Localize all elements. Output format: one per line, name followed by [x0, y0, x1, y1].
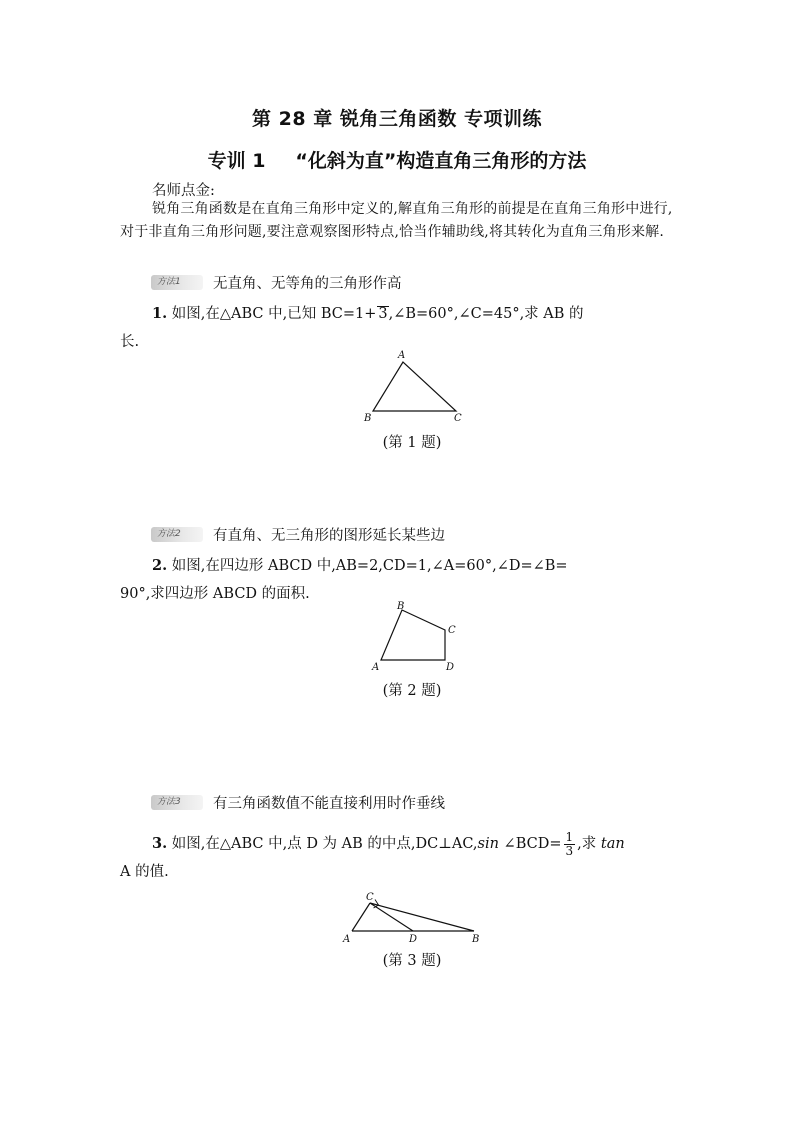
segment-ac [352, 903, 370, 931]
question-3-text-b: ∠BCD= [498, 836, 562, 852]
figure-2-quadrilateral [366, 600, 466, 674]
label-a: A [398, 350, 406, 361]
segment-cd [370, 903, 413, 931]
label-d: D [446, 662, 455, 673]
question-2-text-b: 90°,求四边形 ABCD 的面积. [120, 586, 310, 602]
method-2-badge: 方法2 [151, 527, 203, 542]
method-3-badge: 方法3 [151, 795, 203, 810]
figure-1-triangle [360, 348, 470, 428]
label-d: D [409, 934, 418, 945]
figure-3-caption: (第 3 题) [382, 953, 442, 969]
figure-3-triangle [340, 890, 490, 946]
question-3-number: 3. [152, 835, 168, 852]
sin-symbol: sin [477, 836, 499, 852]
tan-symbol: tan [600, 836, 625, 852]
question-2-number: 2. [152, 557, 168, 574]
label-c: C [366, 892, 374, 903]
fraction-one-third [564, 831, 576, 858]
method-1-text: 无直角、无等角的三角形作高 [213, 275, 402, 292]
question-3-text-a: 如图,在△ABC 中,点 D 为 AB 的中点,DC⊥AC, [171, 836, 478, 852]
section-number: 专训 1 [207, 150, 266, 172]
question-1-number: 1. [152, 305, 168, 322]
question-2-text-a: 如图,在四边形 ABCD 中,AB=2,CD=1,∠A=60°,∠D=∠B= [171, 558, 568, 574]
section-title [0, 146, 794, 173]
method-3-header [151, 792, 445, 812]
quadrilateral-abcd [381, 610, 445, 660]
label-b: B [397, 601, 405, 612]
triangle-abc [373, 362, 456, 411]
fraction-denominator: 3 [565, 843, 574, 858]
question-1-text-c: 长. [120, 334, 140, 350]
method-1-header [151, 272, 402, 292]
section-heading: “化斜为直”构造直角三角形的方法 [295, 150, 587, 172]
method-3-text: 有三角函数值不能直接利用时作垂线 [213, 795, 445, 812]
method-2-header [151, 524, 445, 544]
question-3-text-c: ,求 [577, 836, 597, 852]
question-1-text-b: ,∠B=60°,∠C=45°,求 AB 的 [388, 306, 584, 322]
label-c: C [448, 625, 456, 636]
label-a: A [372, 662, 380, 673]
method-1-badge: 方法1 [151, 275, 203, 290]
label-b: B [472, 934, 480, 945]
label-a: A [343, 934, 351, 945]
sqrt-3: 3 [378, 306, 388, 322]
tip-label: 名师点金: [152, 183, 215, 199]
label-b: B [364, 413, 372, 424]
question-1-text-a: 如图,在△ABC 中,已知 BC=1+ [171, 306, 377, 322]
tip-body: 锐角三角函数是在直角三角形中定义的,解直角三角形的前提是在直角三角形中进行,对于非直角三角形问题,要注意观察图形特点,恰当作辅助线,将其转化为直角三角形来解. [120, 201, 673, 240]
figure-2-caption: (第 2 题) [382, 683, 442, 699]
figure-1-caption: (第 1 题) [382, 435, 442, 451]
method-2-text: 有直角、无三角形的图形延长某些边 [213, 527, 445, 544]
label-c: C [454, 413, 462, 424]
question-3-text-d: A 的值. [120, 864, 169, 880]
chapter-title: 第 28 章 锐角三角函数 专项训练 [252, 108, 542, 130]
fraction-numerator: 1 [565, 829, 574, 844]
segment-cb [370, 903, 474, 931]
question-3 [120, 830, 678, 886]
